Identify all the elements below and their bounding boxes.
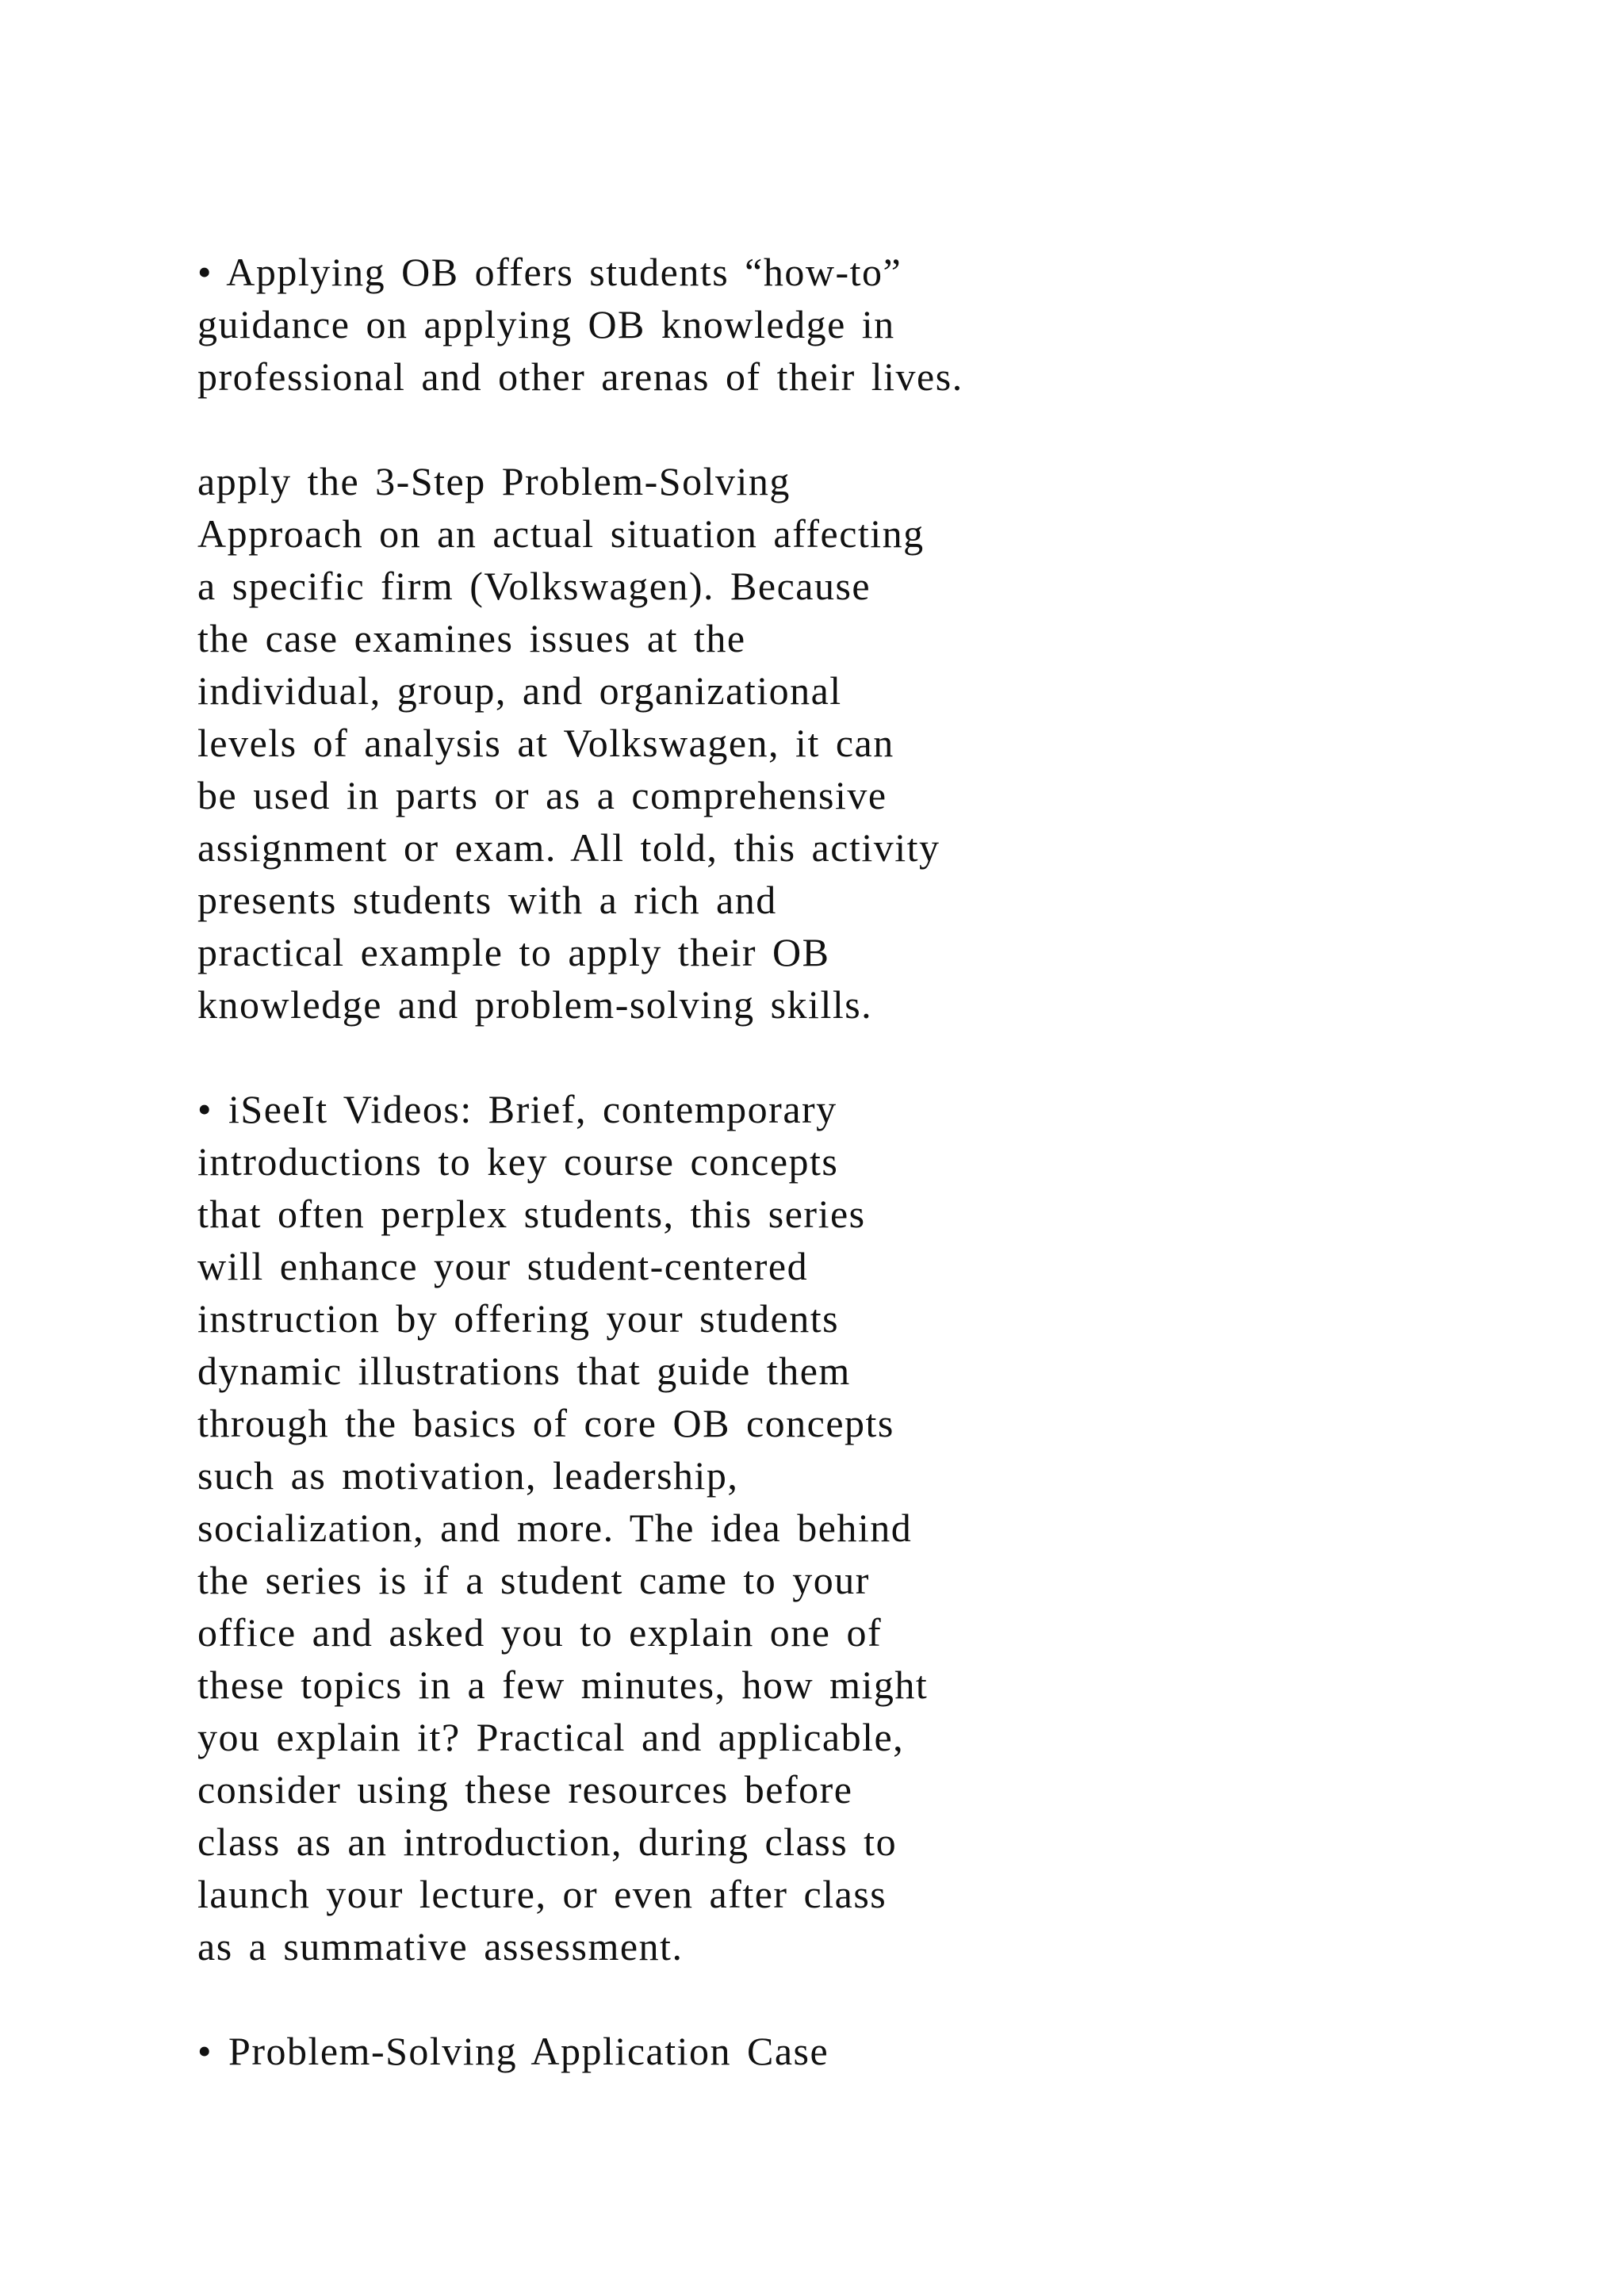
text-line: will enhance your student-centered	[197, 1244, 809, 1288]
text-line: individual, group, and organizational	[197, 668, 842, 713]
text-line: consider using these resources before	[197, 1767, 853, 1812]
text-line: • Problem-Solving Application Case	[197, 2029, 829, 2073]
text-line: office and asked you to explain one of	[197, 1610, 883, 1655]
document-text	[197, 246, 1387, 2130]
text-line: presents students with a rich and	[197, 878, 777, 922]
text-line: that often perplex students, this series	[197, 1192, 866, 1236]
text-line: knowledge and problem-solving skills.	[197, 982, 873, 1027]
text-line: introductions to key course concepts	[197, 1139, 839, 1184]
text-line: class as an introduction, during class to	[197, 1820, 898, 1864]
text-line: launch your lecture, or even after class	[197, 1872, 887, 1916]
text-line: dynamic illustrations that guide them	[197, 1349, 851, 1393]
text-line: • Applying OB offers students “how-to”	[197, 250, 902, 294]
text-line: such as motivation, leadership,	[197, 1453, 739, 1498]
text-line: these topics in a few minutes, how might	[197, 1663, 929, 1707]
text-line: you explain it? Practical and applicable,	[197, 1715, 905, 1759]
paragraph-iseeit-videos	[197, 1083, 1387, 1973]
text-line: apply the 3-Step Problem-Solving	[197, 459, 791, 503]
text-line: Approach on an actual situation affecting	[197, 511, 925, 556]
paragraph-applying-ob	[197, 246, 1387, 403]
text-line: the series is if a student came to your	[197, 1558, 870, 1602]
text-line: professional and other arenas of their lives.	[197, 354, 963, 399]
text-line: practical example to apply their OB	[197, 930, 830, 974]
text-line: the case examines issues at the	[197, 616, 746, 660]
text-line: guidance on applying OB knowledge in	[197, 302, 895, 346]
text-line: be used in parts or as a comprehensive	[197, 773, 887, 817]
text-line: levels of analysis at Volkswagen, it can	[197, 721, 894, 765]
text-line: • iSeeIt Videos: Brief, contemporary	[197, 1087, 837, 1131]
text-line: a specific firm (Volkswagen). Because	[197, 564, 871, 608]
paragraph-application-case	[197, 2025, 1387, 2077]
text-line: through the basics of core OB concepts	[197, 1401, 894, 1445]
text-line: as a summative assessment.	[197, 1924, 684, 1969]
text-line: socialization, and more. The idea behind	[197, 1506, 913, 1550]
paragraph-problem-solving-approach	[197, 455, 1387, 1031]
text-line: assignment or exam. All told, this activity	[197, 825, 940, 870]
text-line: instruction by offering your students	[197, 1296, 840, 1341]
